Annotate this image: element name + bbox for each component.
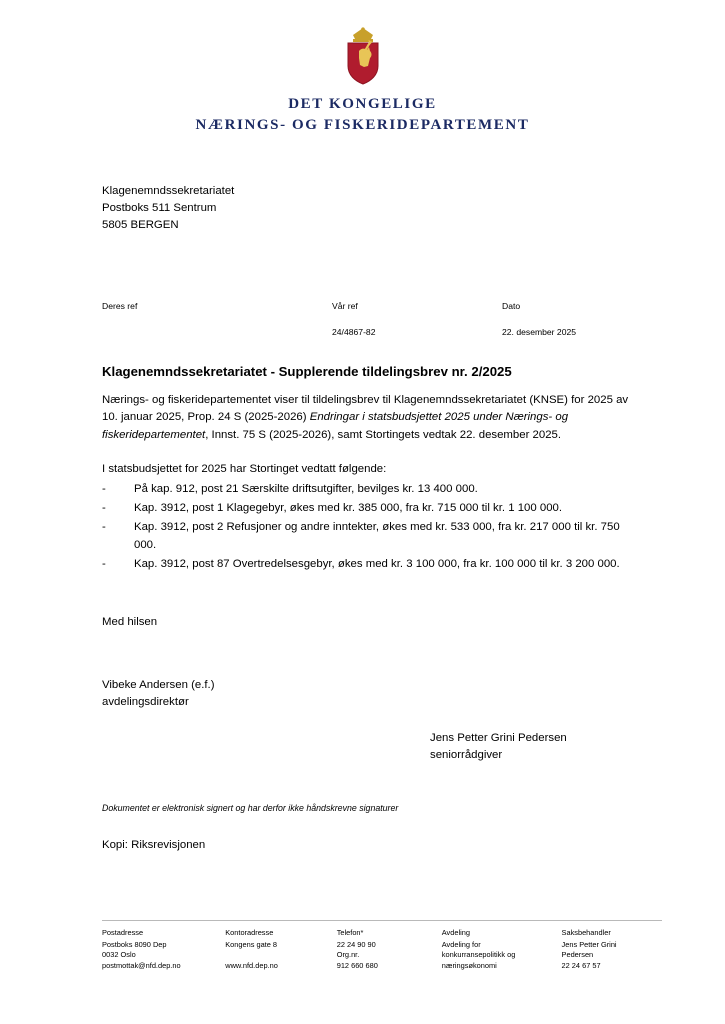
intro-text-part-2: , Innst. 75 S (2025-2026), samt Stortingets vedtak 22. desember 2025. [205,428,562,441]
footer-cell: Avdeling for [441,939,481,949]
footer-cell: konkurransepolitikk og [441,950,516,960]
reference-table [102,298,642,341]
list-item [102,500,642,517]
norwegian-coat-of-arms-icon [340,26,386,86]
department-line-1: DET KONGELIGE [288,96,437,112]
page-title: Klagenemndssekretariatet - Supplerende tildelingsbrev nr. 2/2025 [102,364,512,379]
table-row [102,928,662,940]
footer-header-saksbehandler: Saksbehandler [561,928,611,937]
table-row [102,298,642,315]
letter-body [102,183,642,854]
table-row [102,961,662,972]
recipient-line-3: 5805 BERGEN [102,219,179,231]
footer-cell [225,950,336,961]
list-item-text: Kap. 3912, post 2 Refusjoner og andre inntekter, økes med kr. 533 000, fra kr. 217 000 til kr. 750 000. [134,521,620,551]
footer-cell: 912 660 680 [336,960,378,970]
cosigner-role: seniorrådgiver [430,749,503,762]
signer-role: avdelingsdirektør [102,696,189,709]
list-item [102,519,642,554]
department-line-2: NÆRINGS- OG FISKERIDEPARTEMENT [195,117,530,133]
list-item [102,556,642,573]
table-row [102,315,642,341]
footer-header-postadresse: Postadresse [102,928,144,937]
footer-cell: Jens Petter Grini [561,939,617,949]
list-item [102,481,642,498]
closing-block [102,614,642,854]
table-row [102,950,662,961]
footer-header-telefon: Telefon* [336,928,364,937]
recipient-line-2: Postboks 511 Sentrum [102,202,217,214]
recipient-address [102,183,642,234]
cosigner-block [430,730,642,765]
list-item-text: Kap. 3912, post 87 Overtredelsesgebyr, økes med kr. 3 100 000, fra kr. 100 000 til kr. 3 200 000. [134,558,620,571]
dato-header: Dato [502,301,521,311]
dash-marker: - [102,502,106,515]
footer-cell: Postboks 8090 Dep [102,939,167,949]
cosigner-name: Jens Petter Grini Pedersen [430,731,567,744]
list-item-text: På kap. 912, post 21 Særskilte driftsutgifter, bevilges kr. 13 400 000. [134,482,478,495]
list-item-text: Kap. 3912, post 1 Klagegebyr, økes med kr. 385 000, fra kr. 715 000 til kr. 1 100 000. [134,502,563,515]
dato-value: 22. desember 2025 [502,327,577,337]
footer-cell: 22 24 67 57 [561,960,601,970]
footer-cell: 0032 Oslo [102,950,136,960]
dash-marker: - [102,558,106,571]
deres-ref-header: Deres ref [102,301,138,311]
footer-cell: næringsøkonomi [441,960,497,970]
budget-bullet-list [102,481,642,574]
footer-header-kontoradresse: Kontoradresse [225,928,274,937]
recipient-line-1: Klagenemndssekretariatet [102,185,235,197]
dash-marker: - [102,521,106,534]
intro-paragraph [102,392,642,444]
var-ref-value: 24/4867-82 [332,327,376,337]
footer-header-avdeling: Avdeling [441,928,470,937]
footer-table [102,928,662,971]
signer-name: Vibeke Andersen (e.f.) [102,679,215,692]
footer-cell: Kongens gate 8 [225,939,278,949]
footer-cell: Org.nr. [336,950,360,960]
dash-marker: - [102,482,106,495]
intro-text-italic: Endringar i statsbudsjettet 2025 under Nærings- og fiskeridepartementet [102,411,569,441]
footer-email[interactable]: postmottak@nfd.dep.no [102,960,181,970]
electronic-signature-note: Dokumentet er elektronisk signert og har derfor ikke håndskrevne signaturer [102,802,399,813]
letterhead [0,0,725,134]
page-footer [102,920,662,971]
footer-cell: Pedersen [561,950,594,960]
lead-in-paragraph: I statsbudsjettet for 2025 har Stortinget vedtatt følgende: [102,463,387,476]
deres-ref-value [102,315,332,341]
greeting: Med hilsen [102,615,158,628]
copy-recipients: Kopi: Riksrevisjonen [102,838,206,851]
footer-cell: 22 24 90 90 [336,939,376,949]
intro-text-part-1: Nærings- og fiskeridepartementet viser til tildelingsbrev til Klagenemndssekretariatet (KNSE) for 2025 av 10. januar 2025, Prop. 24 S (2025-2026) [102,394,629,424]
table-row [102,940,662,951]
footer-website[interactable]: www.nfd.dep.no [225,960,278,970]
var-ref-header: Vår ref [332,301,358,311]
